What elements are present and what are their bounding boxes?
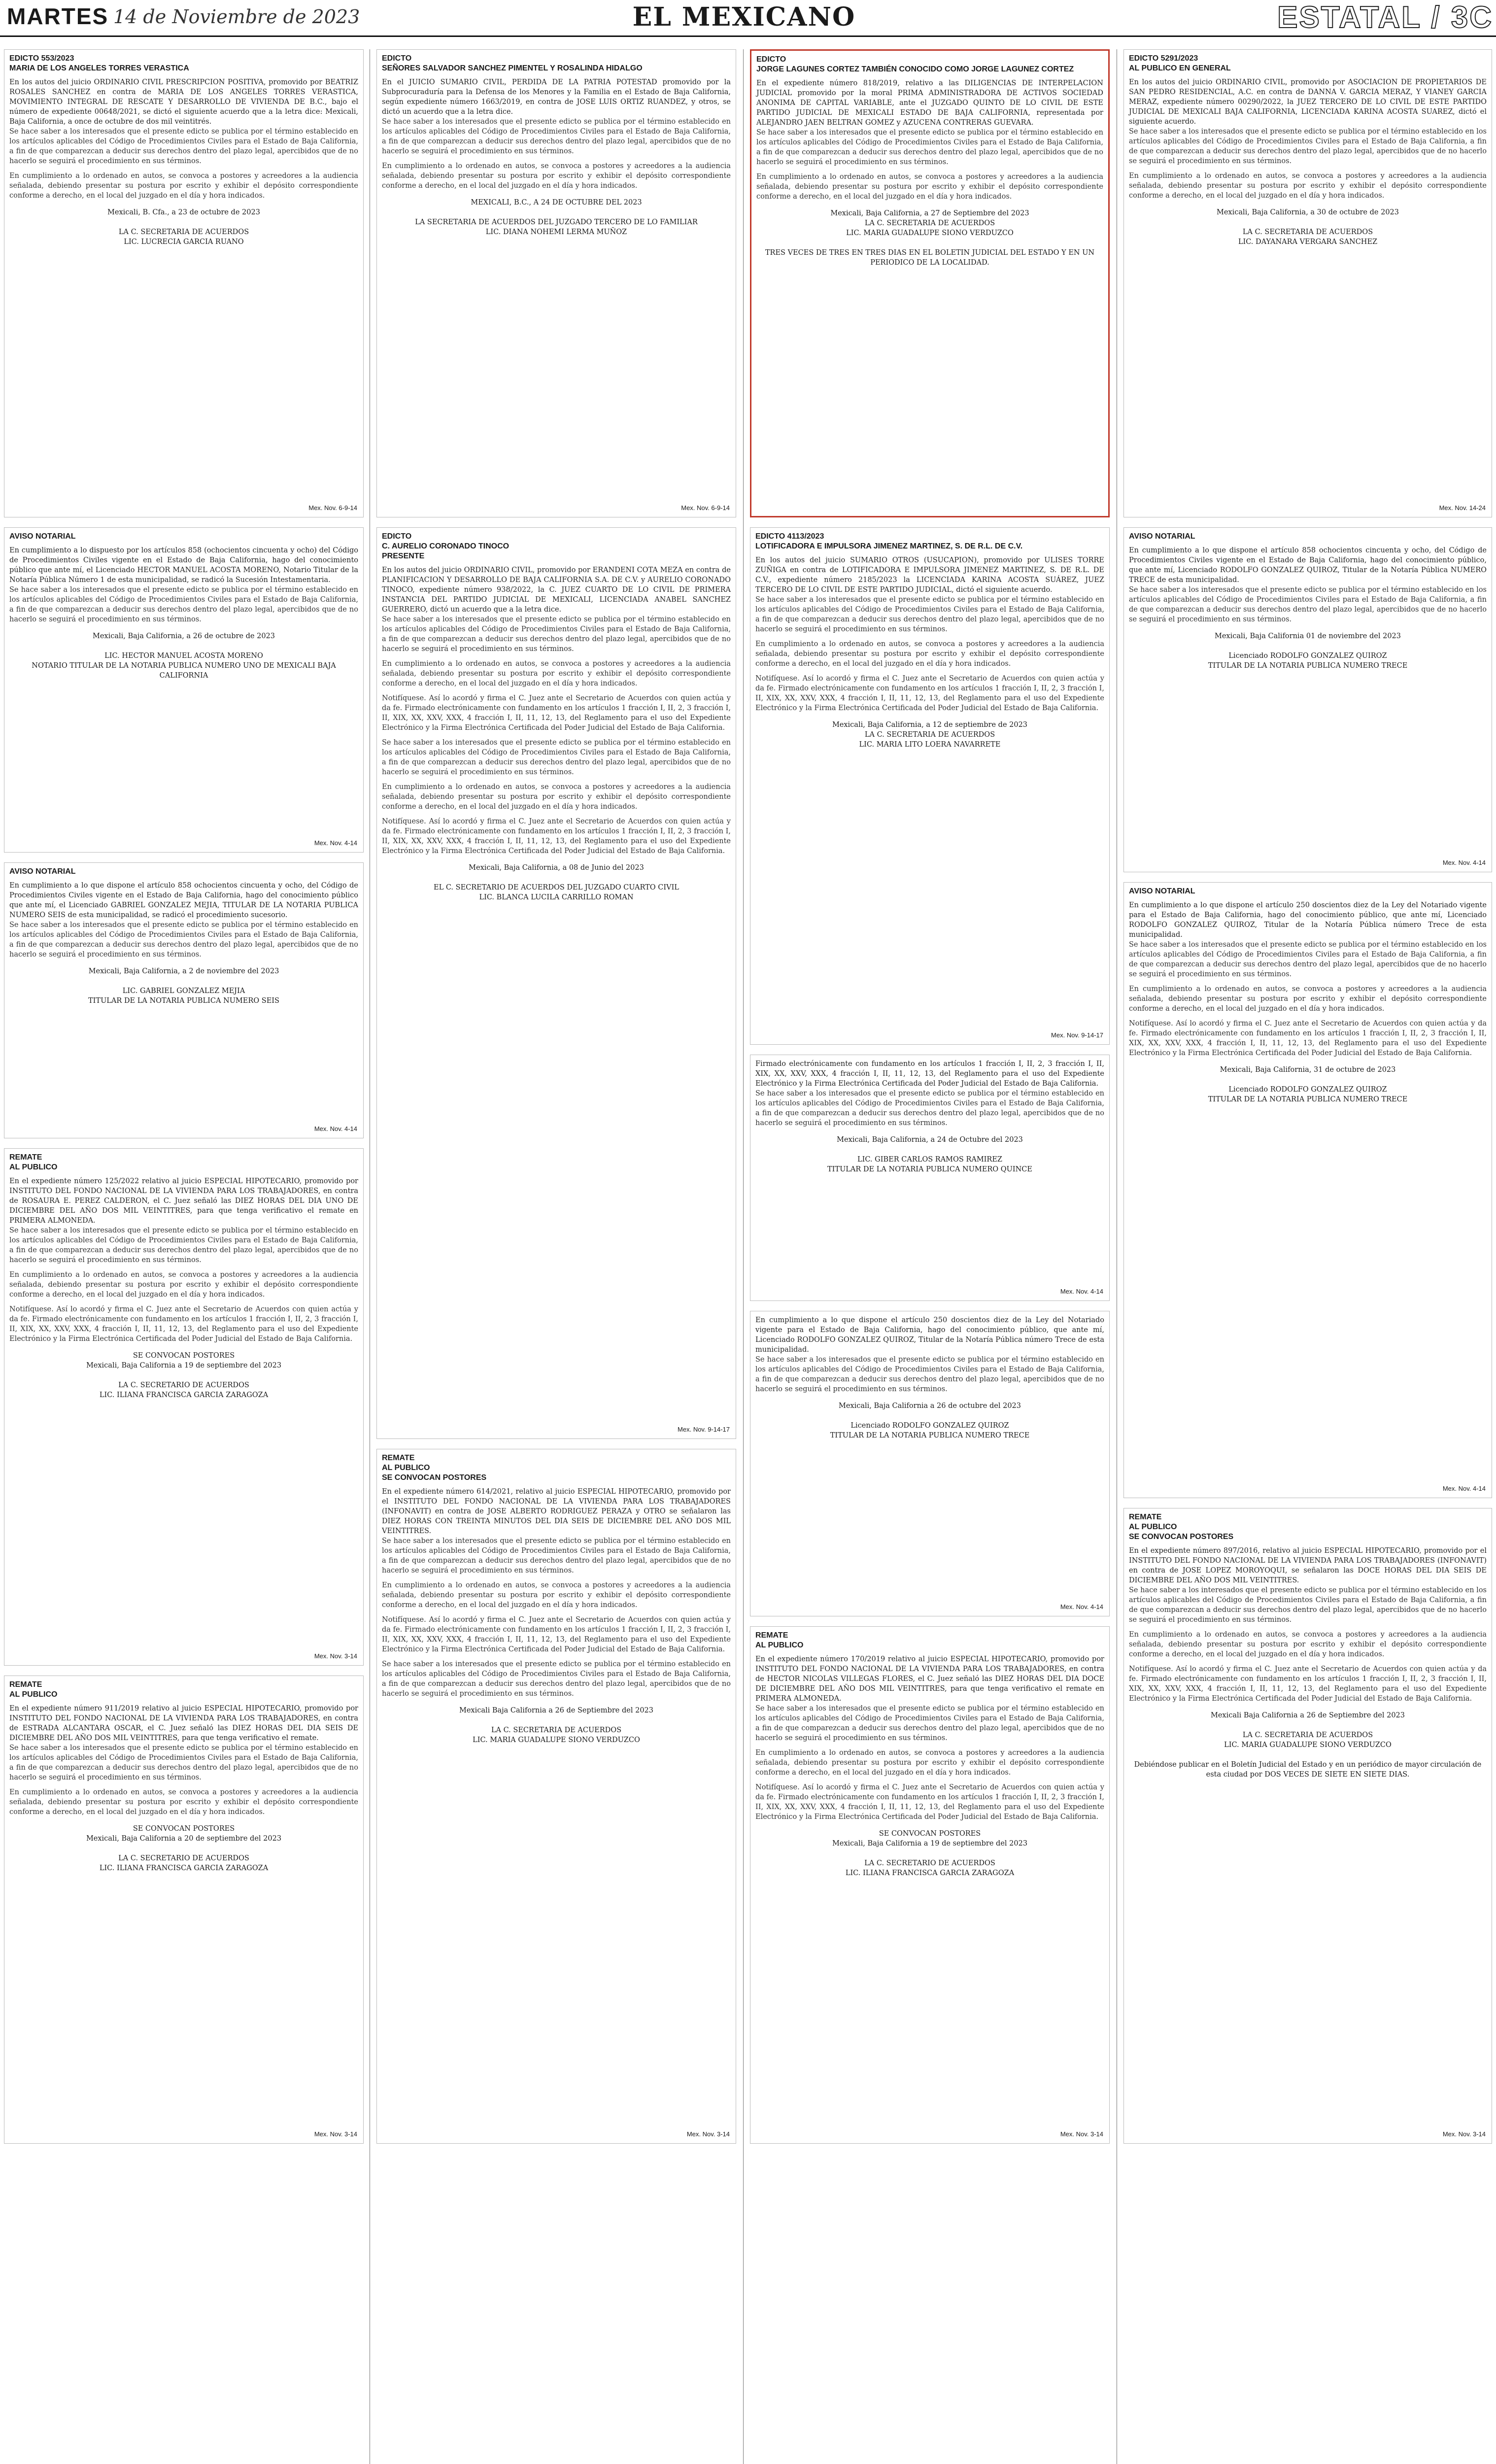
- notice-body-continuation: Se hace saber a los interesados que el presente edicto se publica por el término establecido en los artículos aplicables del Código de Procedimientos Civiles para el Estado de Baja California, a fin de que comparezcan a deducir sus derechos dentro del plazo legal, apercibidos que de no hacerlo se seguirá el procedimiento en sus términos.: [1129, 586, 1487, 623]
- notice-signature: Mexicali Baja California a 26 de Septiembre del 2023 LA C. SECRETARIA DE ACUERDOS LIC. MARIA GUADALUPE SIONO VERDUZCO Debiéndose publicar en el Boletín Judicial del Estado y en un periódico de mayor circulación de esta ciudad por DOS VECES DE SIETE EN SIETE DIAS.: [1134, 1711, 1482, 1779]
- publication-dates: Mex. Nov. 4-14: [1442, 859, 1486, 866]
- notice-signature: Mexicali, Baja California, a 24 de Octubre del 2023 LIC. GIBER CARLOS RAMOS RAMIREZ TITULAR DE LA NOTARIA PUBLICA NUMERO QUINCE: [827, 1136, 1032, 1173]
- legal-notice: [4, 49, 364, 517]
- notice-body: En los autos del juicio SUMARIO OTROS (USUCAPION), promovido por ULISES TORRE ZUÑIGA en contra de LOTIFICADORA E IMPULSORA JIMENEZ MARTINEZ, S. DE R.L. DE C.V., expediente número 2185/2023 la LICENCIADA KARINA ACOSTA SUÁREZ, JUEZ TERCERO DE LO CIVIL DE ESTE PARTIDO JUDICIAL, dictó el siguiente acuerdo.: [755, 556, 1104, 594]
- column-1: [4, 49, 364, 2464]
- legal-notice: [1123, 527, 1492, 872]
- notice-signature: Mexicali, Baja California a 26 de octubre del 2023 Licenciado RODOLFO GONZALEZ QUIROZ TITULAR DE LA NOTARIA PUBLICA NUMERO TRECE: [830, 1402, 1030, 1439]
- notice-signature: Mexicali, Baja California, a 27 de Septiembre del 2023 LA C. SECRETARIA DE ACUERDOS LIC. MARIA GUADALUPE SIONO VERDUZCO TRES VECES DE TRES EN TRES DIAS EN EL BOLETIN JUDICIAL DEL ESTADO Y EN UN PERIODICO DE LA LOCALIDAD.: [765, 209, 1095, 267]
- notice-body-continuation: Se hace saber a los interesados que el presente edicto se publica por el término establecido en los artículos aplicables del Código de Procedimientos Civiles para el Estado de Baja California, a fin de que comparezcan a deducir sus derechos dentro del plazo legal, apercibidos que de no hacerlo se seguirá el procedimiento en sus términos. En cumplimiento a lo ordenado en autos, se convoca a postores y acreedores a la audiencia señalada, debiendo presentar su postura por escrito y exhibir el depósito correspondiente conforme a derecho, en el local del juzgado en el día y hora indicados. Notifíquese. Así lo acordó y firma el C. Juez ante el Secretario de Acuerdos con quien actúa y da fe. Firmado electrónicamente con fundamento en los artículos 1 fracción I, II, 2, 3 fracción I, II, XIX, XX, XXV, XXX, 4 fracción I, II, 11, 12, 13, del Reglamento para el uso del Expediente Electrónico y la Firma Electrónica Certificada del Poder Judicial del Estado de Baja California.: [9, 1227, 358, 1343]
- legal-notice: [750, 1055, 1110, 1301]
- masthead: [0, 0, 1496, 37]
- column-3: [750, 49, 1110, 2464]
- legal-notice: [4, 1148, 364, 1666]
- notice-heading: AVISO NOTARIAL: [9, 532, 76, 541]
- masthead-section: ESTATAL / 3C: [1277, 0, 1493, 34]
- notice-body-continuation: Se hace saber a los interesados que el presente edicto se publica por el término establecido en los artículos aplicables del Código de Procedimientos Civiles para el Estado de Baja California, a fin de que comparezcan a deducir sus derechos dentro del plazo legal, apercibidos que de no hacerlo se seguirá el procedimiento en sus términos.: [9, 921, 358, 958]
- column-2: [376, 49, 736, 2464]
- publication-dates: Mex. Nov. 4-14: [1442, 1485, 1486, 1492]
- masthead-day: MARTES: [7, 3, 109, 29]
- publication-dates: Mex. Nov. 3-14: [1442, 2130, 1486, 2138]
- legal-notice: [1123, 882, 1492, 1498]
- notice-signature: Mexicali, Baja California, a 12 de septiembre de 2023 LA C. SECRETARIA DE ACUERDOS LIC. MARIA LITO LOERA NAVARRETE: [832, 721, 1028, 749]
- legal-notice: [750, 1311, 1110, 1616]
- notice-body: En cumplimiento a lo que dispone el artículo 858 ochocientos cincuenta y ocho, del Código de Procedimientos Civiles vigente en el Estado de Baja California, hago del conocimiento público, que ante mí, Licenciado RODOLFO GONZALEZ QUIROZ, Titular de la Notaría Pública NUMERO TRECE de esta municipalidad.: [1129, 547, 1487, 584]
- publication-dates: Mex. Nov. 3-14: [1060, 2130, 1103, 2138]
- publication-dates: Mex. Nov. 4-14: [314, 1125, 357, 1132]
- legal-notice: [4, 527, 364, 853]
- publication-dates: Mex. Nov. 3-14: [314, 1652, 357, 1660]
- legal-notice: [750, 527, 1110, 1045]
- notice-body: En el expediente número 897/2016, relativo al juicio ESPECIAL HIPOTECARIO, promovido por el INSTITUTO DEL FONDO NACIONAL DE LA VIVIENDA PARA LOS TRABAJADORES (INFONAVIT) en contra de JOSE LOPEZ MOROYOQUI, se señalaron las DOCE HORAS DEL DIA SEIS DE DICIEMBRE DEL AÑO DOS MIL VEINTITRES.: [1129, 1547, 1487, 1584]
- notice-signature: Mexicali, Baja California 01 de noviembre del 2023 Licenciado RODOLFO GONZALEZ QUIROZ TITULAR DE LA NOTARIA PUBLICA NUMERO TRECE: [1208, 632, 1408, 670]
- notice-heading: AVISO NOTARIAL: [1129, 887, 1195, 895]
- publication-dates: Mex. Nov. 4-14: [1060, 1603, 1103, 1610]
- legal-notice: [4, 1676, 364, 2144]
- column-4: [1123, 49, 1492, 2464]
- legal-notice: [376, 527, 736, 1439]
- notice-body: En el expediente número 125/2022 relativo al juicio ESPECIAL HIPOTECARIO, promovido por INSTITUTO DEL FONDO NACIONAL DE LA VIVIENDA PARA LOS TRABAJADORES, en contra de ROSAURA E. PEREZ CALDERON, el C. Juez señaló las DIEZ HORAS DEL DIA UNO DE DICIEMBRE DEL AÑO DOS MIL VEINTITRES, para que tenga verificativo el remate en PRIMERA ALMONEDA.: [9, 1177, 358, 1225]
- notice-heading: REMATE AL PUBLICO SE CONVOCAN POSTORES: [1129, 1513, 1234, 1541]
- publication-dates: Mex. Nov. 14-24: [1439, 504, 1486, 512]
- notice-signature: Mexicali Baja California a 26 de Septiembre del 2023 LA C. SECRETARIA DE ACUERDOS LIC. MARIA GUADALUPE SIONO VERDUZCO: [459, 1707, 653, 1744]
- notice-body-continuation: Se hace saber a los interesados que el presente edicto se publica por el término establecido en los artículos aplicables del Código de Procedimientos Civiles para el Estado de Baja California, a fin de que comparezcan a deducir sus derechos dentro del plazo legal, apercibidos que de no hacerlo se seguirá el procedimiento en sus términos. En cumplimiento a lo ordenado en autos, se convoca a postores y acreedores a la audiencia señalada, debiendo presentar su postura por escrito y exhibir el depósito correspondiente conforme a derecho, en el local del juzgado en el día y hora indicados. Notifíquese. Así lo acordó y firma el C. Juez ante el Secretario de Acuerdos con quien actúa y da fe. Firmado electrónicamente con fundamento en los artículos 1 fracción I, II, 2, 3 fracción I, II, XIX, XX, XXV, XXX, 4 fracción I, II, 11, 12, 13, del Reglamento para el uso del Expediente Electrónico y la Firma Electrónica Certificada del Poder Judicial del Estado de Baja California.: [755, 596, 1104, 712]
- notice-signature: Mexicali, Baja California, a 30 de octubre de 2023 LA C. SECRETARIA DE ACUERDOS LIC. DAYANARA VERGARA SANCHEZ: [1216, 208, 1399, 246]
- notice-body-continuation: Se hace saber a los interesados que el presente edicto se publica por el término establecido en los artículos aplicables del Código de Procedimientos Civiles para el Estado de Baja California, a fin de que comparezcan a deducir sus derechos dentro del plazo legal, apercibidos que de no hacerlo se seguirá el procedimiento en sus términos. En cumplimiento a lo ordenado en autos, se convoca a postores y acreedores a la audiencia señalada, debiendo presentar su postura por escrito y exhibir el depósito correspondiente conforme a derecho, en el local del juzgado en el día y hora indicados.: [9, 1744, 358, 1816]
- notice-heading: EDICTO 5291/2023 AL PUBLICO EN GENERAL: [1129, 54, 1231, 72]
- publication-dates: Mex. Nov. 3-14: [314, 2130, 357, 2138]
- notice-signature: Mexicali, Baja California, 31 de octubre de 2023 Licenciado RODOLFO GONZALEZ QUIROZ TITULAR DE LA NOTARIA PUBLICA NUMERO TRECE: [1208, 1066, 1408, 1103]
- notice-heading: EDICTO 4113/2023 LOTIFICADORA E IMPULSORA JIMENEZ MARTINEZ, S. DE R.L. DE C.V.: [755, 532, 1023, 550]
- notice-body-continuation: Se hace saber a los interesados que el presente edicto se publica por el término establecido en los artículos aplicables del Código de Procedimientos Civiles para el Estado de Baja California, a fin de que comparezcan a deducir sus derechos dentro del plazo legal, apercibidos que de no hacerlo se seguirá el procedimiento en sus términos. En cumplimiento a lo ordenado en autos, se convoca a postores y acreedores a la audiencia señalada, debiendo presentar su postura por escrito y exhibir el depósito correspondiente conforme a derecho, en el local del juzgado en el día y hora indicados. Notifíquese. Así lo acordó y firma el C. Juez ante el Secretario de Acuerdos con quien actúa y da fe. Firmado electrónicamente con fundamento en los artículos 1 fracción I, II, 2, 3 fracción I, II, XIX, XX, XXV, XXX, 4 fracción I, II, 11, 12, 13, del Reglamento para el uso del Expediente Electrónico y la Firma Electrónica Certificada del Poder Judicial del Estado de Baja California. Se hace saber a los interesados que el presente edicto se publica por el término establecido en los artículos aplicables del Código de Procedimientos Civiles para el Estado de Baja California, a fin de que comparezcan a deducir sus derechos dentro del plazo legal, apercibidos que de no hacerlo se seguirá el procedimiento en sus términos.: [382, 1537, 731, 1698]
- notice-signature: Mexicali, Baja California, a 26 de octubre de 2023 LIC. HECTOR MANUEL ACOSTA MORENO NOTARIO TITULAR DE LA NOTARIA PUBLICA NUMERO UNO DE MEXICALI BAJA CALIFORNIA: [32, 632, 336, 680]
- publication-dates: Mex. Nov. 3-14: [686, 2130, 730, 2138]
- notice-body-continuation: Se hace saber a los interesados que el presente edicto se publica por el término establecido en los artículos aplicables del Código de Procedimientos Civiles para el Estado de Baja California, a fin de que comparezcan a deducir sus derechos dentro del plazo legal, apercibidos que de no hacerlo se seguirá el procedimiento en sus términos. En cumplimiento a lo ordenado en autos, se convoca a postores y acreedores a la audiencia señalada, debiendo presentar su postura por escrito y exhibir el depósito correspondiente conforme a derecho, en el local del juzgado en el día y hora indicados. Notifíquese. Así lo acordó y firma el C. Juez ante el Secretario de Acuerdos con quien actúa y da fe. Firmado electrónicamente con fundamento en los artículos 1 fracción I, II, 2, 3 fracción I, II, XIX, XX, XXV, XXX, 4 fracción I, II, 11, 12, 13, del Reglamento para el uso del Expediente Electrónico y la Firma Electrónica Certificada del Poder Judicial del Estado de Baja California. Se hace saber a los interesados que el presente edicto se publica por el término establecido en los artículos aplicables del Código de Procedimientos Civiles para el Estado de Baja California, a fin de que comparezcan a deducir sus derechos dentro del plazo legal, apercibidos que de no hacerlo se seguirá el procedimiento en sus términos. En cumplimiento a lo ordenado en autos, se convoca a postores y acreedores a la audiencia señalada, debiendo presentar su postura por escrito y exhibir el depósito correspondiente conforme a derecho, en el local del juzgado en el día y hora indicados. Notifíquese. Así lo acordó y firma el C. Juez ante el Secretario de Acuerdos con quien actúa y da fe. Firmado electrónicamente con fundamento en los artículos 1 fracción I, II, 2, 3 fracción I, II, XIX, XX, XXV, XXX, 4 fracción I, II, 11, 12, 13, del Reglamento para el uso del Expediente Electrónico y la Firma Electrónica Certificada del Poder Judicial del Estado de Baja California.: [382, 616, 731, 855]
- notice-body: En cumplimiento a lo que dispone el artículo 250 doscientos diez de la Ley del Notariado vigente para el Estado de Baja California, hago del conocimiento público, que ante mí, Licenciado RODOLFO GONZALEZ QUIROZ, Titular de la Notaría Pública número Trece de esta municipalidad.: [755, 1316, 1104, 1354]
- legal-notice: [376, 49, 736, 517]
- notice-body-continuation: Se hace saber a los interesados que el presente edicto se publica por el término establecido en los artículos aplicables del Código de Procedimientos Civiles para el Estado de Baja California, a fin de que comparezcan a deducir sus derechos dentro del plazo legal, apercibidos que de no hacerlo se seguirá el procedimiento en sus términos. En cumplimiento a lo ordenado en autos, se convoca a postores y acreedores a la audiencia señalada, debiendo presentar su postura por escrito y exhibir el depósito correspondiente conforme a derecho, en el local del juzgado en el día y hora indicados.: [9, 128, 358, 200]
- notice-body: Firmado electrónicamente con fundamento en los artículos 1 fracción I, II, 2, 3 fracción I, II, XIX, XX, XXV, XXX, 4 fracción I, II, 11, 12, 13, del Reglamento para el uso del Expediente Electrónico y la Firma Electrónica Certificada del Poder Judicial del Estado de Baja California.: [755, 1060, 1104, 1088]
- legal-notice: [4, 862, 364, 1138]
- legal-notice: [750, 49, 1110, 517]
- notice-heading: EDICTO C. AURELIO CORONADO TINOCO PRESENTE: [382, 532, 510, 560]
- notice-body-continuation: Se hace saber a los interesados que el presente edicto se publica por el término establecido en los artículos aplicables del Código de Procedimientos Civiles para el Estado de Baja California, a fin de que comparezcan a deducir sus derechos dentro del plazo legal, apercibidos que de no hacerlo se seguirá el procedimiento en sus términos.: [9, 586, 358, 623]
- notice-heading: EDICTO 553/2023 MARIA DE LOS ANGELES TORRES VERASTICA: [9, 54, 189, 72]
- notice-body-continuation: Se hace saber a los interesados que el presente edicto se publica por el término establecido en los artículos aplicables del Código de Procedimientos Civiles para el Estado de Baja California, a fin de que comparezcan a deducir sus derechos dentro del plazo legal, apercibidos que de no hacerlo se seguirá el procedimiento en sus términos.: [755, 1356, 1104, 1393]
- notice-heading: REMATE AL PUBLICO: [9, 1153, 58, 1171]
- notice-heading: REMATE AL PUBLICO: [9, 1680, 58, 1699]
- notice-body: En cumplimiento a lo que dispone el artículo 250 doscientos diez de la Ley del Notariado vigente para el Estado de Baja California, hago del conocimiento público, que ante mí, Licenciado RODOLFO GONZALEZ QUIROZ, Titular de la Notaría Pública número Trece de esta municipalidad.: [1129, 901, 1487, 939]
- notice-body: En cumplimiento a lo dispuesto por los artículos 858 (ochocientos cincuenta y ocho) del Código de Procedimientos Civiles vigente en el Estado de Baja California, hago del conocimiento público que ante mí, el Licenciado HECTOR MANUEL ACOSTA MORENO, Notario Titular de la Notaría Pública Número 1 de esta municipalidad, se radicó la Sucesión Intestamentaria.: [9, 547, 358, 584]
- notice-body-continuation: Se hace saber a los interesados que el presente edicto se publica por el término establecido en los artículos aplicables del Código de Procedimientos Civiles para el Estado de Baja California, a fin de que comparezcan a deducir sus derechos dentro del plazo legal, apercibidos que de no hacerlo se seguirá el procedimiento en sus términos. En cumplimiento a lo ordenado en autos, se convoca a postores y acreedores a la audiencia señalada, debiendo presentar su postura por escrito y exhibir el depósito correspondiente conforme a derecho, en el local del juzgado en el día y hora indicados. Notifíquese. Así lo acordó y firma el C. Juez ante el Secretario de Acuerdos con quien actúa y da fe. Firmado electrónicamente con fundamento en los artículos 1 fracción I, II, 2, 3 fracción I, II, XIX, XX, XXV, XXX, 4 fracción I, II, 11, 12, 13, del Reglamento para el uso del Expediente Electrónico y la Firma Electrónica Certificada del Poder Judicial del Estado de Baja California.: [1129, 1586, 1487, 1703]
- notice-signature: SE CONVOCAN POSTORES Mexicali, Baja California a 20 de septiembre del 2023 LA C. SECRETARIO DE ACUERDOS LIC. ILIANA FRANCISCA GARCIA ZARAGOZA: [86, 1825, 282, 1872]
- publication-dates: Mex. Nov. 9-14-17: [1051, 1031, 1103, 1039]
- publication-dates: Mex. Nov. 4-14: [314, 839, 357, 847]
- notice-body: En los autos del juicio ORDINARIO CIVIL, promovido por ERANDENI COTA MEZA en contra de PLANIFICACION Y DESARROLLO DE BAJA CALIFORNIA S.A. DE C.V. y AURELIO CORONADO TINOCO, expediente número 938/2022, la C. JUEZ CUARTO DE LO CIVIL DE PRIMERA INSTANCIA DEL PARTIDO JUDICIAL DE MEXICALI, LICENCIADA ANABEL SANCHEZ GUERRERO, dictó un acuerdo que a la letra dice.: [382, 566, 731, 614]
- notice-heading: AVISO NOTARIAL: [9, 867, 76, 876]
- notice-heading: EDICTO SEÑORES SALVADOR SANCHEZ PIMENTEL Y ROSALINDA HIDALGO: [382, 54, 643, 72]
- legal-notice: [1123, 49, 1492, 517]
- notice-signature: Mexicali, Baja California, a 08 de Junio del 2023 EL C. SECRETARIO DE ACUERDOS DEL JUZGADO CUARTO CIVIL LIC. BLANCA LUCILA CARRILLO ROMAN: [434, 864, 679, 901]
- masthead-date: 14 de Noviembre de 2023: [113, 6, 360, 28]
- legal-notice: [376, 1449, 736, 2144]
- notice-body: En el expediente número 614/2021, relativo al juicio ESPECIAL HIPOTECARIO, promovido por el INSTITUTO DEL FONDO NACIONAL DE LA VIVIENDA PARA LOS TRABAJADORES (INFONAVIT) en contra de JOSE ALBERTO RODRIGUEZ PERAZA y OTRO se señalaron las DIEZ HORAS CON TREINTA MINUTOS DEL DIA SEIS DE DICIEMBRE DEL AÑO DOS MIL VEINTITRES.: [382, 1488, 731, 1535]
- notice-body: En el expediente número 818/2019, relativo a las DILIGENCIAS DE INTERPELACION JUDICIAL promovido por la moral PRIMA ADMINISTRADORA DE ACTIVOS SOCIEDAD ANONIMA DE CAPITAL VARIABLE, ante el JUZGADO QUINTO DE LO CIVIL DE ESTE PARTIDO JUDICIAL DE MEXICALI ESTADO DE BAJA CALIFORNIA, representada por ALEJANDRO JAEN BELTRAN GOMEZ y AZUCENA CONTRERAS GUEVARA.: [756, 79, 1103, 127]
- publication-dates: Mex. Nov. 4-14: [1060, 1288, 1103, 1295]
- notice-signature: Mexicali, B. Cfa., a 23 de octubre de 2023 LA C. SECRETARIA DE ACUERDOS LIC. LUCRECIA GARCIA RUANO: [107, 208, 260, 246]
- notice-body-continuation: Se hace saber a los interesados que el presente edicto se publica por el término establecido en los artículos aplicables del Código de Procedimientos Civiles para el Estado de Baja California, a fin de que comparezcan a deducir sus derechos dentro del plazo legal, apercibidos que de no hacerlo se seguirá el procedimiento en sus términos. En cumplimiento a lo ordenado en autos, se convoca a postores y acreedores a la audiencia señalada, debiendo presentar su postura por escrito y exhibir el depósito correspondiente conforme a derecho, en el local del juzgado en el día y hora indicados.: [1129, 128, 1487, 200]
- legal-notice: [750, 1626, 1110, 2144]
- notice-body-continuation: Se hace saber a los interesados que el presente edicto se publica por el término establecido en los artículos aplicables del Código de Procedimientos Civiles para el Estado de Baja California, a fin de que comparezcan a deducir sus derechos dentro del plazo legal, apercibidos que de no hacerlo se seguirá el procedimiento en sus términos. En cumplimiento a lo ordenado en autos, se convoca a postores y acreedores a la audiencia señalada, debiendo presentar su postura por escrito y exhibir el depósito correspondiente conforme a derecho, en el local del juzgado en el día y hora indicados. Notifíquese. Así lo acordó y firma el C. Juez ante el Secretario de Acuerdos con quien actúa y da fe. Firmado electrónicamente con fundamento en los artículos 1 fracción I, II, 2, 3 fracción I, II, XIX, XX, XXV, XXX, 4 fracción I, II, 11, 12, 13, del Reglamento para el uso del Expediente Electrónico y la Firma Electrónica Certificada del Poder Judicial del Estado de Baja California.: [755, 1705, 1104, 1821]
- notice-body: En los autos del juicio ORDINARIO CIVIL, promovido por ASOCIACION DE PROPIETARIOS DE SAN PEDRO RESIDENCIAL, A.C. en contra de DANNA V. GARCIA MERAZ, Y VIANEY GARCIA MERAZ, expediente número 00290/2022, la JUEZ TERCERO DE LO CIVIL DE ESTE PARTIDO JUDICIAL DE MEXICALI BAJA CALIFORNIA, LICENCIADA KARINA ACOSTA SUAREZ, dictó el siguiente acuerdo.: [1129, 78, 1487, 126]
- notice-body: En los autos del juicio ORDINARIO CIVIL PRESCRIPCION POSITIVA, promovido por BEATRIZ ROSALES SANCHEZ en contra de MARIA DE LOS ANGELES TORRES VERASTICA, MOVIMIENTO INTEGRAL DE RESCATE Y DESARROLLO DE VIVIENDA DE B.C., bajo el número de expediente 00648/2021, se dictó el siguiente acuerdo que a la letra dice: Mexicali, Baja California, a once de octubre de dos mil veintitrés.: [9, 78, 358, 126]
- notice-body-continuation: Se hace saber a los interesados que el presente edicto se publica por el término establecido en los artículos aplicables del Código de Procedimientos Civiles para el Estado de Baja California, a fin de que comparezcan a deducir sus derechos dentro del plazo legal, apercibidos que de no hacerlo se seguirá el procedimiento en sus términos. En cumplimiento a lo ordenado en autos, se convoca a postores y acreedores a la audiencia señalada, debiendo presentar su postura por escrito y exhibir el depósito correspondiente conforme a derecho, en el local del juzgado en el día y hora indicados. Notifíquese. Así lo acordó y firma el C. Juez ante el Secretario de Acuerdos con quien actúa y da fe. Firmado electrónicamente con fundamento en los artículos 1 fracción I, II, 2, 3 fracción I, II, XIX, XX, XXV, XXX, 4 fracción I, II, 11, 12, 13, del Reglamento para el uso del Expediente Electrónico y la Firma Electrónica Certificada del Poder Judicial del Estado de Baja California.: [1129, 941, 1487, 1057]
- publication-dates: Mex. Nov. 6-9-14: [681, 504, 730, 512]
- publication-dates: Mex. Nov. 9-14-17: [678, 1426, 730, 1433]
- notice-body-continuation: Se hace saber a los interesados que el presente edicto se publica por el término establecido en los artículos aplicables del Código de Procedimientos Civiles para el Estado de Baja California, a fin de que comparezcan a deducir sus derechos dentro del plazo legal, apercibidos que de no hacerlo se seguirá el procedimiento en sus términos. En cumplimiento a lo ordenado en autos, se convoca a postores y acreedores a la audiencia señalada, debiendo presentar su postura por escrito y exhibir el depósito correspondiente conforme a derecho, en el local del juzgado en el día y hora indicados.: [382, 118, 731, 190]
- notice-body: En el expediente número 170/2019 relativo al juicio ESPECIAL HIPOTECARIO, promovido por INSTITUTO DEL FONDO NACIONAL DE LA VIVIENDA PARA LOS TRABAJADORES, en contra de HECTOR NICOLAS VILLEGAS FLORES, el C. Juez señaló las DIEZ HORAS DEL DIA DOCE DE DICIEMBRE DEL AÑO DOS MIL VEINTITRES, para que tenga verificativo el remate en PRIMERA ALMONEDA.: [755, 1655, 1104, 1703]
- legal-notice: [1123, 1508, 1492, 2144]
- notice-heading: REMATE AL PUBLICO: [755, 1631, 804, 1649]
- notice-heading: AVISO NOTARIAL: [1129, 532, 1195, 541]
- notice-body: En cumplimiento a lo que dispone el artículo 858 ochocientos cincuenta y ocho, del Código de Procedimientos Civiles vigente en el Estado de Baja California, hago del conocimiento público que ante mí, el Licenciado GABRIEL GONZALEZ MEJIA, TITULAR DE LA NOTARIA PUBLICA NUMERO SEIS de esta municipalidad, se radicó el procedimiento sucesorio.: [9, 882, 358, 919]
- notice-body: En el expediente número 911/2019 relativo al juicio ESPECIAL HIPOTECARIO, promovido por INSTITUTO DEL FONDO NACIONAL DE LA VIVIENDA PARA LOS TRABAJADORES, en contra de ESTRADA ALCANTARA OSCAR, el C. Juez señaló las DIEZ HORAS DEL DIA SEIS DE DICIEMBRE DEL AÑO DOS MIL VEINTITRES, para que tenga verificativo el remate.: [9, 1705, 358, 1742]
- notice-body: En el JUICIO SUMARIO CIVIL, PERDIDA DE LA PATRIA POTESTAD promovido por la Subprocuraduría para la Defensa de los Menores y la Familia en el Estado de Baja California, según expediente número 1663/2019, en contra de JOSE LUIS ORTIZ RUANDEZ, y otros, se dictó un acuerdo que a la letra dice.: [382, 78, 731, 116]
- notice-signature: SE CONVOCAN POSTORES Mexicali, Baja California a 19 de septiembre del 2023 LA C. SECRETARIO DE ACUERDOS LIC. ILIANA FRANCISCA GARCIA ZARAGOZA: [86, 1352, 282, 1399]
- publication-dates: Mex. Nov. 6-9-14: [308, 504, 357, 512]
- notice-body-continuation: Se hace saber a los interesados que el presente edicto se publica por el término establecido en los artículos aplicables del Código de Procedimientos Civiles para el Estado de Baja California, a fin de que comparezcan a deducir sus derechos dentro del plazo legal, apercibidos que de no hacerlo se seguirá el procedimiento en sus términos. En cumplimiento a lo ordenado en autos, se convoca a postores y acreedores a la audiencia señalada, debiendo presentar su postura por escrito y exhibir el depósito correspondiente conforme a derecho, en el local del juzgado en el día y hora indicados.: [756, 129, 1103, 201]
- masthead-paper: EL MEXICANO: [632, 2, 856, 32]
- notice-heading: EDICTO JORGE LAGUNES CORTEZ TAMBIÉN CONOCIDO COMO JORGE LAGUNEZ CORTEZ: [756, 55, 1074, 73]
- notice-signature: MEXICALI, B.C., A 24 DE OCTUBRE DEL 2023 LA SECRETARIA DE ACUERDOS DEL JUZGADO TERCERO DE LO FAMILIAR LIC. DIANA NOHEMI LERMA MUÑOZ: [415, 199, 698, 236]
- notice-heading: REMATE AL PUBLICO SE CONVOCAN POSTORES: [382, 1454, 487, 1482]
- notice-columns: [0, 49, 1496, 2464]
- notice-signature: SE CONVOCAN POSTORES Mexicali, Baja California a 19 de septiembre del 2023 LA C. SECRETARIO DE ACUERDOS LIC. ILIANA FRANCISCA GARCIA ZARAGOZA: [832, 1830, 1028, 1877]
- notice-body-continuation: Se hace saber a los interesados que el presente edicto se publica por el término establecido en los artículos aplicables del Código de Procedimientos Civiles para el Estado de Baja California, a fin de que comparezcan a deducir sus derechos dentro del plazo legal, apercibidos que de no hacerlo se seguirá el procedimiento en sus términos.: [755, 1090, 1104, 1127]
- notice-signature: Mexicali, Baja California, a 2 de noviembre del 2023 LIC. GABRIEL GONZALEZ MEJIA TITULAR DE LA NOTARIA PUBLICA NUMERO SEIS: [88, 967, 279, 1005]
